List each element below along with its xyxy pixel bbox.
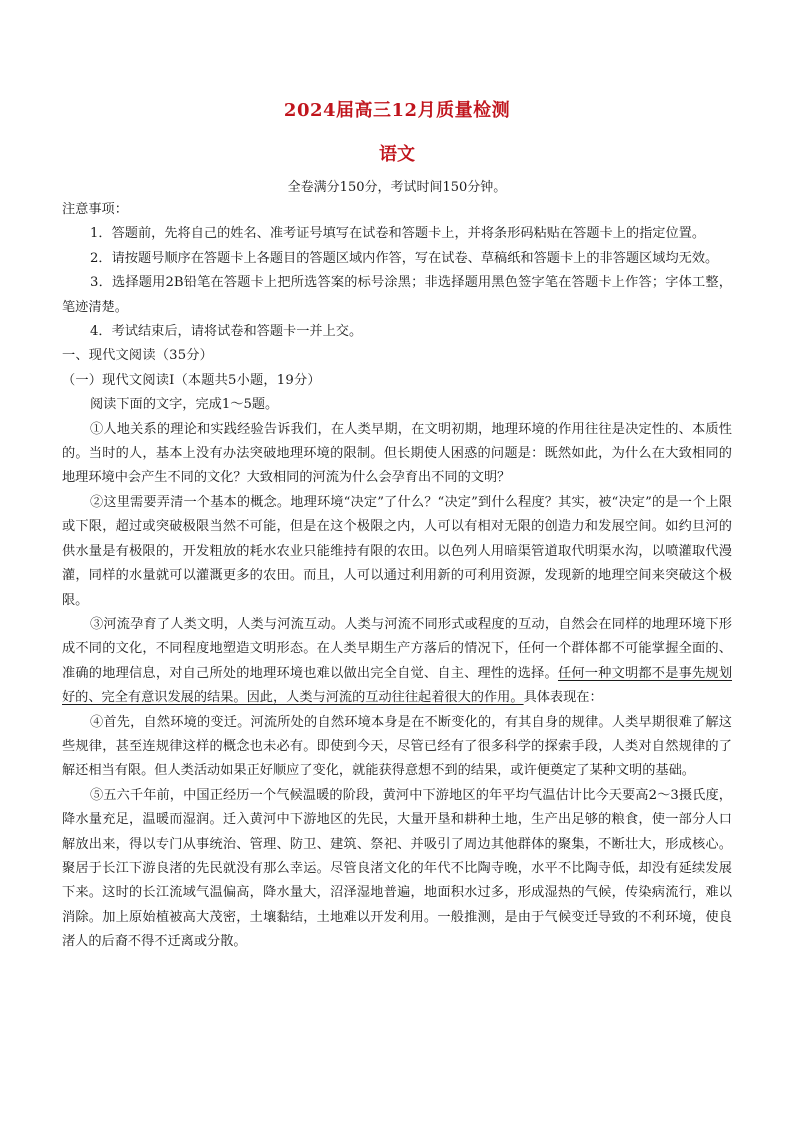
exam-title: 2024届高三12月质量检测 — [283, 100, 511, 121]
notice-item: 3．选择题用2B铅笔在答题卡上把所选答案的标号涂黑；非选择题用黑色签字笔在答题卡上作答；字体工整，笔迹清楚。 — [62, 275, 732, 315]
reading-instruction: 阅读下面的文字，完成1～5题。 — [90, 397, 279, 413]
passage-paragraph-4: ④首先，自然环境的变迁。河流所处的自然环境本身是在不断变化的，有其自身的规律。人类早期很难了解这些规律，甚至连规律这样的概念也未必有。即使到今天，尽管已经有了很多科学的探索手段，人类对自然规律的了解还相当有限。但人类活动如果正好顺应了变化，就能获得意想不到的结果，或许便奠定了某种文明的基础。 — [62, 714, 732, 779]
paragraph-text: 具体表现在： — [523, 690, 603, 706]
subsection-heading: （一）现代文阅读Ⅰ（本题共5小题，19分） — [62, 372, 321, 388]
passage-paragraph-3 — [62, 613, 732, 711]
underlined-sentence: 任何一种文明都不是事先规划好的、完全有意识发展的结果。因此，人类与河流的互动往往起着很大的作用。 — [62, 665, 733, 706]
notice-heading: 注意事项： — [62, 202, 128, 217]
notice-item: 1．答题前，先将自己的姓名、准考证号填写在试卷和答题卡上，并将条形码粘贴在答题卡上的指定位置。 — [90, 226, 706, 242]
notice-item: 4．考试结束后，请将试卷和答题卡一并上交。 — [90, 324, 363, 340]
paragraph-text: ③河流孕育了人类文明，人类与河流互动。人类与河流不同形式或程度的互动，自然会在同样的地理环境下形成不同的文化，不同程度地塑造文明形态。在人类早期生产方落后的情况下，任何一个群体都不可能掌握全面的、准确的地理信息，对自己所处的地理环境也难以做出完全自觉、自主、理性的选择。 — [62, 616, 732, 681]
section-heading: 一、现代文阅读（35分） — [62, 348, 214, 364]
passage-paragraph-1: ①人地关系的理论和实践经验告诉我们，在人类早期，在文明初期，地理环境的作用往往是决定性的、本质性的。当时的人，基本上没有办法突破地理环境的限制。但长期使人困惑的问题是：既然如此，为什么在大致相同的地理环境中会产生不同的文化？大致相同的河流为什么会孕育出不同的文明？ — [62, 421, 732, 486]
exam-body — [62, 198, 732, 955]
passage-paragraph-5: ⑤五六千年前，中国正经历一个气候温暖的阶段，黄河中下游地区的年平均气温估计比今天要高2～3摄氏度，降水量充足，温暖而湿润。迁入黄河中下游地区的先民，大量开垦和耕种土地，生产出足够的粮食，使一部分人口解放出来，得以专门从事统治、管理、防卫、建筑、祭祀、并吸引了周边其他群体的聚集，不断壮大，形成核心。聚居于长江下游良渚的先民就没有那么幸运。尽管良渚文化的年代不比陶寺晚，水平不比陶寺低，却没有延续发展下来。这时的长江流域气温偏高，降水量大，沼泽湿地普遍，地面积水过多，形成湿热的气候，传染病流行，难以消除。加上原始植被高大茂密，土壤黏结，土地难以开发利用。一般推测，是由于气候变迁导致的不利环境，使良渚人的后裔不得不迁离或分散。 — [62, 787, 732, 950]
exam-info: 全卷满分150分，考试时间150分钟。 — [287, 180, 507, 195]
notice-item: 2．请按题号顺序在答题卡上各题目的答题区域内作答，写在试卷、草稿纸和答题卡上的非答题区域均无效。 — [90, 250, 719, 266]
passage-paragraph-2: ②这里需要弄清一个基本的概念。地理环境“决定”了什么？“决定”到什么程度？其实，被“决定”的是一个上限或下限，超过或突破极限当然不可能，但是在这个极限之内，人可以有相对无限的创造力和发展空间。如约旦河的供水量是有极限的，开发粗放的耗水农业只能维持有限的农田。以色列人用暗渠管道取代明渠水沟，以喷灌取代漫灌，同样的水量就可以灌溉更多的农田。而且，人可以通过利用新的可利用资源，发现新的地理空间来突破这个极限。 — [62, 494, 732, 608]
subject-title: 语文 — [379, 144, 415, 165]
